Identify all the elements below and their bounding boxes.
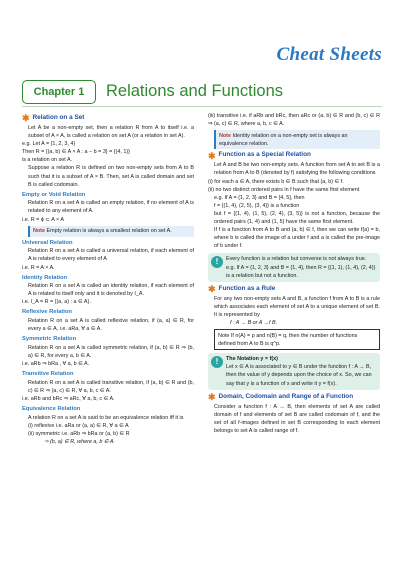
note-box: Note If n(A) = p and n(B) = q, then the number of functions defined from A to B is q^p. bbox=[214, 329, 380, 350]
note-box: Note Identity relation on a non-empty set is always an equivalence relation. bbox=[214, 130, 380, 149]
formula: i.e. aRb ⇒ bRa , ∀ a, b ∈ A. bbox=[22, 361, 90, 368]
star-icon: ✱ bbox=[22, 113, 30, 124]
brand-logo: Cheat Sheets bbox=[276, 44, 382, 65]
bulb-icon: ! bbox=[211, 256, 223, 268]
example: but f = {(1, 4), (1, 5), (2, 4), (3, 5)} is not a function, because the ordered pairs (1, 4) and (1, 5) have the same first element. bbox=[214, 210, 380, 226]
paragraph: For any two non-empty sets A and B, a function f from A to B is a rule which associates each element of set A to a unique element of set B. It is represented by bbox=[214, 295, 380, 318]
paragraph: A relation R on a set A is said to be an equivalence relation iff it is bbox=[28, 414, 184, 421]
formula: i.e. I_A = R = {(a, a) : a ∈ A}. bbox=[22, 299, 91, 306]
paragraph: Consider a function f : A → B, then elements of set A are called domain of f and elements of set B are called codomain of f, and the set of all f-images defined in set B corresponding to each element belongs to set A is called range of f. bbox=[214, 403, 380, 434]
paragraph: Let A be a non-empty set, then a relation R from A to itself i.e. a subset of A × A, is called a relation on set A (or a relation in set A). bbox=[28, 125, 194, 140]
formula: i.e. aRb and bRc ⇒ aRc, ∀ a, b, c ∈ A. bbox=[22, 395, 115, 402]
bulb-icon: ! bbox=[211, 356, 223, 368]
subheading: Reflexive Relation bbox=[22, 309, 72, 316]
example: f = {(1, 4), (2, 5), (3, 4)} is a function bbox=[214, 202, 300, 209]
left-column bbox=[22, 112, 194, 446]
right-column bbox=[208, 112, 380, 435]
paragraph: Then R = {(a, b) ∈ A × A : a − b = 3} = {(4, 1)} bbox=[22, 149, 130, 156]
list-item: (ii) symmetric i.e. aRb ⇒ bRa or (a, b) ∈ R bbox=[28, 430, 130, 437]
chapter-label: Chapter 1 bbox=[22, 80, 96, 104]
subheading: Identity Relation bbox=[22, 274, 68, 281]
subheading: Equivalence Relation bbox=[22, 406, 81, 412]
paragraph: Suppose a relation R is defined on two non-empty sets from A to B such that it is a subset of A × B. Then, set A is called domain and set B is called codomain. bbox=[28, 165, 194, 188]
list-item: ⇒ (b, a) ∈ R, where a, b ∈ A. bbox=[44, 438, 115, 445]
formula: i.e. R = A × A. bbox=[22, 264, 55, 271]
formula: i.e. R = ϕ ⊂ A × A bbox=[22, 216, 64, 223]
paragraph: Relation R on a set A is called transitive relation, if (a, b) ∈ R and (b, c) ∈ R ⇒ (a, c) ∈ R, ∀ a, b, c ∈ A. bbox=[28, 379, 194, 394]
subheading: Universal Relation bbox=[22, 239, 73, 246]
tip-box: ! The Notation y = f(x) Let x ∈ A is associated to y ∈ B under the function f : A → B, then the value of y depends upon the choice of x. So, we can say that y is a function of x and write it y = f(x). bbox=[208, 353, 380, 389]
paragraph: If f is a function from A to B and (a, b) ∈ f, then we can write f(a) = b, where b is called the image of a under f and a is called the pre-image of b under f. bbox=[214, 227, 380, 250]
paragraph: Relation R on a set A is called symmetric relation, if (a, b) ∈ R ⇒ (b, a) ∈ R, for every a, b ∈ A. bbox=[28, 344, 194, 359]
note-box: Note Empty relation is always a smallest relation on set A. bbox=[28, 226, 194, 237]
paragraph: is a relation on set A. bbox=[22, 157, 73, 164]
subheading: Transitive Relation bbox=[22, 371, 74, 378]
list-item: (i) for each a ∈ A, there exists b ∈ B such that (a, b) ∈ f. bbox=[208, 178, 344, 185]
section-heading: ✱ Relation on a Set bbox=[22, 113, 85, 124]
tip-box: ! Every function is a relation but converse is not always true. e.g. If A = {1, 2, 3} and B = {1, 4}, then R = {(1, 1), (1, 4), (2, 4)} is a relation but not a function. bbox=[208, 253, 380, 281]
paragraph: Relation R on a set A is called a universal relation, if each element of A is related to every element of A bbox=[28, 248, 194, 263]
title-divider bbox=[22, 106, 382, 107]
paragraph: Relation R on a set A is called an empty relation, if no element of A is related to any element of A. bbox=[28, 200, 194, 215]
star-icon: ✱ bbox=[208, 283, 216, 294]
subheading: Symmetric Relation bbox=[22, 336, 77, 343]
paragraph: Relation R on a set A is called an identity relation, if each element of A is related to itself only and it is denoted by I_A. bbox=[28, 283, 194, 298]
example: e.g. If A = {1, 2, 3} and B = {4, 5}, then bbox=[214, 194, 305, 201]
paragraph: (iii) transitive i.e. if aRb and bRc, then aRc or (a, b) ∈ R and (b, c) ∈ R ⇒ (a, c) ∈ R, where a, b, c ∈ A. bbox=[208, 113, 380, 128]
chapter-title: Relations and Functions bbox=[106, 82, 284, 100]
list-item: (ii) no two distinct ordered pairs in f have the same first element bbox=[208, 186, 360, 193]
star-icon: ✱ bbox=[208, 150, 216, 161]
star-icon: ✱ bbox=[208, 391, 216, 402]
paragraph: Relation R on a set A is called reflexive relation, if (a, a) ∈ R, for every a ∈ A, i.e. aRa, ∀ a ∈ A. bbox=[28, 318, 194, 333]
paragraph: e.g. Let A = {1, 2, 3, 4} bbox=[22, 141, 76, 148]
section-heading: ✱ Function as a Special Relation bbox=[208, 150, 311, 161]
list-item: (i) reflexive i.e. aRa or (a, a) ∈ R, ∀ a ∈ A bbox=[28, 422, 129, 429]
section-heading: ✱ Domain, Codomain and Range of a Function bbox=[208, 391, 354, 402]
subheading: Empty or Void Relation bbox=[22, 191, 86, 198]
section-heading: ✱ Function as a Rule bbox=[208, 283, 276, 294]
paragraph: Let A and B be two non-empty sets. A function from set A to set B is a relation from A to B (denoted by f) satisfying the following conditions bbox=[214, 162, 380, 177]
formula: f : A → B or A →f B. bbox=[230, 319, 278, 326]
